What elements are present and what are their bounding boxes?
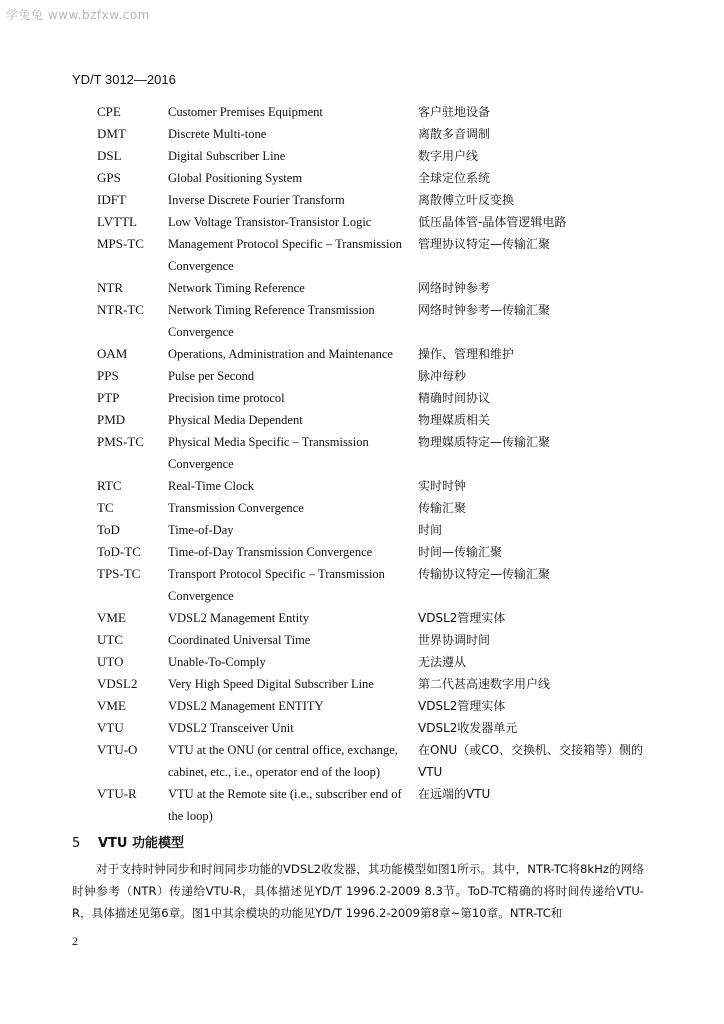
abbreviation-row (97, 607, 657, 629)
abbreviation-term: PTP (97, 390, 120, 405)
abbreviation-chinese: 在远端的VTU (418, 787, 491, 801)
abbreviation-chinese: 传输汇聚 (418, 501, 467, 515)
abbreviation-english: Transmission Convergence (168, 501, 304, 515)
abbreviation-term: VME (97, 610, 126, 625)
abbreviation-row (97, 211, 657, 233)
abbreviation-row (97, 123, 657, 145)
abbreviation-row (97, 497, 657, 519)
abbreviation-english: Time-of-Day Transmission Convergence (168, 545, 373, 559)
abbreviation-row (97, 343, 657, 365)
abbreviation-chinese: 实时时钟 (418, 479, 467, 493)
abbreviation-term: PMD (97, 412, 126, 427)
abbreviation-row (97, 695, 657, 717)
abbreviation-chinese: 物理媒质特定—传输汇聚 (418, 435, 551, 449)
abbreviation-chinese: 网络时钟参考—传输汇聚 (418, 303, 551, 317)
abbreviation-term: VTU-O (97, 742, 138, 757)
abbreviation-term: LVTTL (97, 214, 137, 229)
abbreviation-chinese: 物理媒质相关 (418, 413, 491, 427)
abbreviation-english: VDSL2 Management Entity (168, 611, 309, 625)
abbreviation-row (97, 101, 657, 123)
abbreviation-row (97, 299, 657, 343)
abbreviation-term: GPS (97, 170, 121, 185)
abbreviation-chinese: 世界协调时间 (418, 633, 491, 647)
abbreviation-term: NTR-TC (97, 302, 144, 317)
abbreviation-term: RTC (97, 478, 122, 493)
section-number: 5 (72, 836, 81, 851)
abbreviation-term: IDFT (97, 192, 126, 207)
abbreviation-english: Transport Protocol Specific – Transmission Convergence (168, 567, 385, 603)
abbreviation-english: Discrete Multi-tone (168, 127, 267, 141)
abbreviation-chinese: 网络时钟参考 (418, 281, 491, 295)
abbreviation-row (97, 563, 657, 607)
abbreviation-term: PMS-TC (97, 434, 144, 449)
abbreviation-english: Real-Time Clock (168, 479, 254, 493)
abbreviation-row (97, 475, 657, 497)
abbreviation-row (97, 717, 657, 739)
standard-number-header: YD/T 3012—2016 (72, 72, 176, 87)
abbreviation-english: Network Timing Reference Transmission Convergence (168, 303, 375, 339)
abbreviation-row (97, 541, 657, 563)
section-heading (72, 832, 184, 851)
abbreviation-chinese: 在ONU（或CO、交换机、交接箱等）侧的VTU (418, 743, 644, 779)
abbreviation-chinese: VDSL2收发器单元 (418, 721, 518, 735)
abbreviation-term: VDSL2 (97, 676, 138, 691)
abbreviation-row (97, 277, 657, 299)
abbreviation-term: VTU (97, 720, 124, 735)
abbreviation-english: Physical Media Specific – Transmission Convergence (168, 435, 369, 471)
page-number: 2 (72, 934, 78, 948)
abbreviation-row (97, 783, 657, 827)
abbreviation-row (97, 651, 657, 673)
abbreviation-english: Precision time protocol (168, 391, 285, 405)
body-paragraph: 对于支持时钟同步和时间同步功能的VDSL2收发器，其功能模型如图1所示。其中，NTR-TC将8kHz的网络时钟参考（NTR）传递给VTU-R，具体描述见YD/T 1996.2-2009 8.3节。ToD-TC精确的将时间传递给VTU-R，具体描述见第6章。图1中其余模块的功能见YD/T 1996.2-2009第8章~第10章。NTR-TC和 (72, 862, 644, 920)
abbreviation-chinese: 低压晶体管-晶体管逻辑电路 (418, 215, 567, 229)
abbreviation-chinese: 时间—传输汇聚 (418, 545, 503, 559)
abbreviation-term: CPE (97, 104, 121, 119)
abbreviation-row (97, 233, 657, 277)
abbreviation-term: ToD-TC (97, 544, 141, 559)
abbreviation-chinese: 全球定位系统 (418, 171, 491, 185)
abbreviation-term: PPS (97, 368, 119, 383)
abbreviation-chinese: 第二代甚高速数字用户线 (418, 677, 551, 691)
abbreviation-term: TC (97, 500, 114, 515)
abbreviation-chinese: 客户驻地设备 (418, 105, 491, 119)
abbreviation-row (97, 409, 657, 431)
abbreviation-chinese: 精确时间协议 (418, 391, 491, 405)
abbreviation-english: Global Positioning System (168, 171, 303, 185)
abbreviation-english: Physical Media Dependent (168, 413, 303, 427)
abbreviation-list (97, 101, 657, 827)
abbreviation-english: Unable-To-Comply (168, 655, 266, 669)
abbreviation-row (97, 629, 657, 651)
abbreviation-english: Very High Speed Digital Subscriber Line (168, 677, 374, 691)
abbreviation-english: Customer Premises Equipment (168, 105, 323, 119)
abbreviation-english: Operations, Administration and Maintenance (168, 347, 393, 361)
abbreviation-term: UTO (97, 654, 124, 669)
abbreviation-term: MPS-TC (97, 236, 144, 251)
abbreviation-row (97, 673, 657, 695)
abbreviation-row (97, 189, 657, 211)
abbreviation-term: VME (97, 698, 126, 713)
abbreviation-term: OAM (97, 346, 128, 361)
abbreviation-english: VTU at the ONU (or central office, exchange, cabinet, etc., i.e., operator end of the loop) (168, 743, 398, 779)
abbreviation-chinese: 管理协议特定—传输汇聚 (418, 237, 551, 251)
abbreviation-english: Digital Subscriber Line (168, 149, 286, 163)
abbreviation-chinese: 离散傅立叶反变换 (418, 193, 515, 207)
abbreviation-term: DSL (97, 148, 122, 163)
abbreviation-term: VTU-R (97, 786, 137, 801)
abbreviation-chinese: VDSL2管理实体 (418, 699, 506, 713)
abbreviation-row (97, 145, 657, 167)
abbreviation-chinese: 数字用户线 (418, 149, 479, 163)
abbreviation-chinese: 时间 (418, 523, 443, 537)
abbreviation-english: Time-of-Day (168, 523, 234, 537)
abbreviation-english: Network Timing Reference (168, 281, 305, 295)
abbreviation-term: TPS-TC (97, 566, 141, 581)
abbreviation-chinese: 脉冲每秒 (418, 369, 467, 383)
abbreviation-chinese: VDSL2管理实体 (418, 611, 506, 625)
abbreviation-chinese: 无法遵从 (418, 655, 467, 669)
abbreviation-term: ToD (97, 522, 120, 537)
watermark-text: 学兔兔 www.bzfxw.com (6, 8, 150, 22)
abbreviation-row (97, 167, 657, 189)
abbreviation-term: UTC (97, 632, 123, 647)
section-title: VTU 功能模型 (98, 836, 185, 851)
abbreviation-chinese: 操作、管理和维护 (418, 347, 515, 361)
abbreviation-row (97, 387, 657, 409)
abbreviation-row (97, 431, 657, 475)
abbreviation-english: Management Protocol Specific – Transmission Convergence (168, 237, 403, 273)
abbreviation-english: Coordinated Universal Time (168, 633, 311, 647)
abbreviation-row (97, 519, 657, 541)
abbreviation-row (97, 739, 657, 783)
abbreviation-english: Pulse per Second (168, 369, 255, 383)
abbreviation-english: Low Voltage Transistor-Transistor Logic (168, 215, 372, 229)
abbreviation-english: Inverse Discrete Fourier Transform (168, 193, 345, 207)
abbreviation-term: NTR (97, 280, 123, 295)
abbreviation-row (97, 365, 657, 387)
abbreviation-english: VDSL2 Management ENTITY (168, 699, 324, 713)
abbreviation-english: VTU at the Remote site (i.e., subscriber end of the loop) (168, 787, 402, 823)
abbreviation-chinese: 传输协议特定—传输汇聚 (418, 567, 551, 581)
abbreviation-english: VDSL2 Transceiver Unit (168, 721, 294, 735)
abbreviation-chinese: 离散多音调制 (418, 127, 491, 141)
abbreviation-term: DMT (97, 126, 126, 141)
